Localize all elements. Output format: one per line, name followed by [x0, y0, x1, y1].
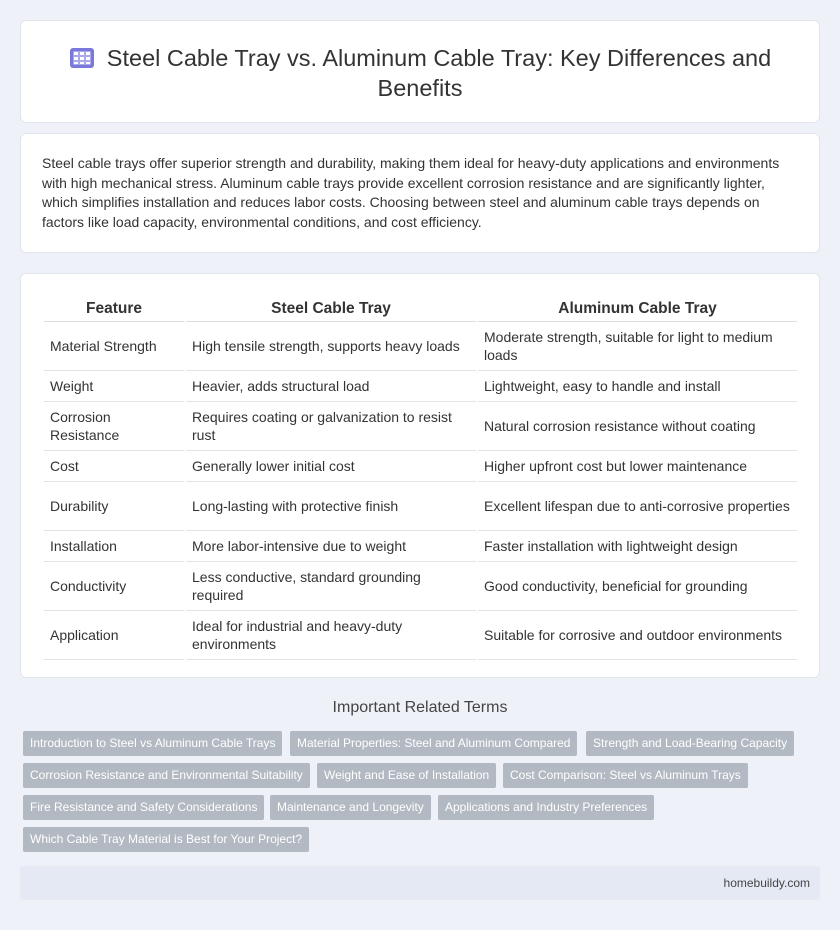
steel-cell: Requires coating or galvanization to resist rust — [186, 402, 476, 451]
feature-cell: Conductivity — [44, 562, 184, 611]
header-aluminum: Aluminum Cable Tray — [478, 296, 797, 322]
footer — [20, 866, 820, 900]
aluminum-cell: Natural corrosion resistance without coating — [478, 402, 797, 451]
intro-card — [20, 133, 820, 253]
header-feature: Feature — [44, 296, 184, 322]
table-row — [44, 371, 797, 402]
site-name[interactable]: homebuildy.com — [723, 876, 810, 890]
related-tag[interactable]: Which Cable Tray Material is Best for Your Project? — [23, 827, 309, 852]
feature-cell: Corrosion Resistance — [44, 402, 184, 451]
table-header-row — [44, 296, 797, 322]
related-tag[interactable]: Cost Comparison: Steel vs Aluminum Trays — [503, 763, 748, 788]
related-tag[interactable]: Weight and Ease of Installation — [317, 763, 496, 788]
table-row — [44, 611, 797, 660]
table-row — [44, 402, 797, 451]
related-tag[interactable]: Strength and Load-Bearing Capacity — [586, 731, 794, 756]
related-tag[interactable]: Introduction to Steel vs Aluminum Cable Trays — [23, 731, 282, 756]
steel-cell: Generally lower initial cost — [186, 451, 476, 482]
comparison-table — [42, 296, 799, 660]
aluminum-cell: Moderate strength, suitable for light to medium loads — [478, 322, 797, 371]
feature-cell: Weight — [44, 371, 184, 402]
related-tag[interactable]: Fire Resistance and Safety Considerations — [23, 795, 264, 820]
steel-cell: Long-lasting with protective finish — [186, 482, 476, 531]
steel-cell: Heavier, adds structural load — [186, 371, 476, 402]
related-tag[interactable]: Corrosion Resistance and Environmental Suitability — [23, 763, 310, 788]
aluminum-cell: Higher upfront cost but lower maintenance — [478, 451, 797, 482]
feature-cell: Material Strength — [44, 322, 184, 371]
title-card — [20, 20, 820, 123]
related-terms-heading: Important Related Terms — [332, 699, 508, 716]
table-row — [44, 451, 797, 482]
table-grid-icon — [69, 47, 95, 69]
page-title-wrap — [61, 43, 779, 103]
steel-cell: More labor-intensive due to weight — [186, 531, 476, 562]
table-row — [44, 322, 797, 371]
feature-cell: Cost — [44, 451, 184, 482]
steel-cell: Less conductive, standard grounding required — [186, 562, 476, 611]
aluminum-cell: Excellent lifespan due to anti-corrosive properties — [478, 482, 797, 531]
steel-cell: High tensile strength, supports heavy loads — [186, 322, 476, 371]
page-title: Steel Cable Tray vs. Aluminum Cable Tray: Key Differences and Benefits — [106, 45, 772, 101]
feature-cell: Durability — [44, 482, 184, 531]
header-steel: Steel Cable Tray — [186, 296, 476, 322]
related-tag[interactable]: Applications and Industry Preferences — [438, 795, 654, 820]
comparison-table-card — [20, 273, 820, 678]
related-tag[interactable]: Material Properties: Steel and Aluminum Compared — [290, 731, 577, 756]
intro-paragraph: Steel cable trays offer superior strength and durability, making them ideal for heavy-duty applications and environments with high mechanical stress. Aluminum cable trays provide excellent corrosion resistance and are significantly lighter, which simplifies installation and reduces labor costs. Choosing between steel and aluminum cable trays depends on factors like load capacity, environmental conditions, and cost efficiency. — [42, 155, 780, 230]
related-tag[interactable]: Maintenance and Longevity — [270, 795, 431, 820]
table-row — [44, 482, 797, 531]
feature-cell: Application — [44, 611, 184, 660]
aluminum-cell: Good conductivity, beneficial for grounding — [478, 562, 797, 611]
feature-cell: Installation — [44, 531, 184, 562]
aluminum-cell: Suitable for corrosive and outdoor environments — [478, 611, 797, 660]
table-row — [44, 562, 797, 611]
aluminum-cell: Faster installation with lightweight design — [478, 531, 797, 562]
steel-cell: Ideal for industrial and heavy-duty environments — [186, 611, 476, 660]
aluminum-cell: Lightweight, easy to handle and install — [478, 371, 797, 402]
table-row — [44, 531, 797, 562]
